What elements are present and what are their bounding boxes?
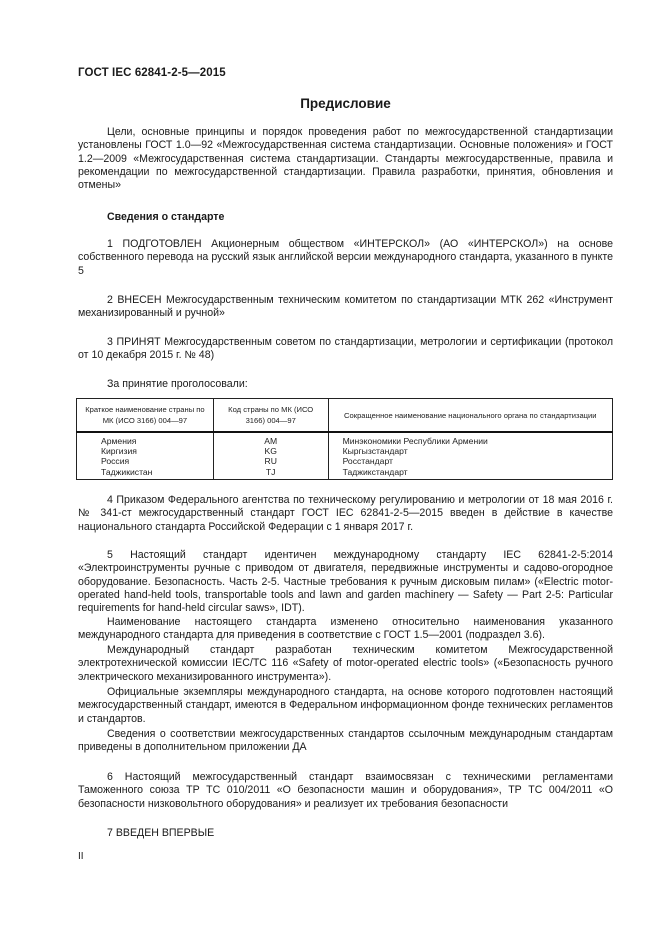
item-5-official-copies-text: Официальные экземпляры международного стандарта, на основе которого подготовлен настоящий межгосударственный стандарт, имеются в Федеральном информационном фонде технических регламентов и стандартов.: [78, 686, 613, 725]
standards-body: Таджикстандарт: [328, 467, 612, 480]
page-number: II: [78, 851, 84, 862]
item-7-text: 7 ВВЕДЕН ВПЕРВЫЕ: [107, 827, 215, 839]
country-name: Армения: [77, 432, 214, 446]
item-5-paragraph: [78, 549, 613, 615]
item-5-name-change: [78, 616, 613, 643]
country-code: AM: [213, 432, 328, 446]
item-5-name-change-text: Наименование настоящего стандарта изменено относительно наименования указанного международного стандарта для приведения в соответствие с ГОСТ 1.5—2001 (подраздел 3.6).: [78, 616, 613, 642]
standards-body: Кыргызстандарт: [328, 446, 612, 456]
item-2-text: 2 ВНЕСЕН Межгосударственным техническим комитетом по стандартизации МТК 262 «Инструмент механизированный и ручной»: [78, 294, 613, 320]
table-row: [77, 446, 613, 456]
header-standards-body: Сокращенное наименование национального органа по стандартизации: [328, 399, 612, 433]
intro-text: Цели, основные принципы и порядок проведения работ по межгосударственной стандартизации установлены ГОСТ 1.0—92 «Межгосударственная система стандартизации. Основные положения» и ГОСТ 1.2—2009 «Межгосударственная система стандартизации. Стандарты межгосударственные, правила и рекомендации по межгосударственной стандартизации. Правила разработки, принятия, обновления и отмены»: [78, 126, 613, 192]
country-code: RU: [213, 456, 328, 466]
item-4-text: 4 Приказом Федерального агентства по техническому регулированию и метрологии от 18 мая 2016 г. № 341-ст межгосударственный стандарт ГОСТ IEC 62841-2-5—2015 введен в действие в качестве национального стандарта Российской Федерации с 1 января 2017 г.: [78, 494, 613, 533]
item-1-text: 1 ПОДГОТОВЛЕН Акционерным обществом «ИНТЕРСКОЛ» (АО «ИНТЕРСКОЛ») на основе собственного перевода на русский язык английской версии международного стандарта, указанного в пункте 5: [78, 238, 613, 277]
table-header-row: [77, 399, 613, 433]
voted-label: За принятие проголосовали:: [107, 378, 248, 390]
standards-body: Минэкономики Республики Армении: [328, 432, 612, 446]
item-5-conformity: [78, 728, 613, 755]
header-country-name: Краткое наименование страны по МК (ИСО 3166) 004—97: [77, 399, 214, 433]
item-2-paragraph: [78, 294, 613, 321]
country-code: TJ: [213, 467, 328, 480]
table-row: [77, 456, 613, 466]
item-7-paragraph: [78, 827, 613, 840]
section-heading: Сведения о стандарте: [107, 211, 225, 223]
item-6-paragraph: [78, 771, 613, 811]
item-3-paragraph: [78, 336, 613, 363]
table-row: [77, 432, 613, 446]
country-name: Таджикистан: [77, 467, 214, 480]
voting-table: [76, 398, 613, 480]
item-3-text: 3 ПРИНЯТ Межгосударственным советом по стандартизации, метрологии и сертификации (протокол от 10 декабря 2015 г. № 48): [78, 336, 613, 362]
country-code: KG: [213, 446, 328, 456]
item-5-conformity-text: Сведения о соответствии межгосударственных стандартов ссылочным международным стандартам приведены в дополнительном приложении ДА: [78, 728, 613, 754]
item-1-paragraph: [78, 238, 613, 278]
country-name: Россия: [77, 456, 214, 466]
page-title: Предисловие: [300, 96, 391, 111]
header-country-code: Код страны по МК (ИСО 3166) 004—97: [213, 399, 328, 433]
standards-body: Росстандарт: [328, 456, 612, 466]
item-5-developer-text: Международный стандарт разработан техническим комитетом Межгосударственной электротехнической комиссии IEC/TC 116 «Safety of motor-operated electric tools» («Безопасность ручного электрического механизированного инструмента»).: [78, 644, 613, 683]
country-name: Киргизия: [77, 446, 214, 456]
item-5-developer: [78, 644, 613, 684]
item-5-official-copies: [78, 686, 613, 726]
table-row: [77, 467, 613, 480]
item-5-text: 5 Настоящий стандарт идентичен международному стандарту IEC 62841-2-5:2014 «Электроинструменты ручные с приводом от двигателя, передвижные инструменты и садово-огородное оборудование. Безопасность. Часть 2-5. Частные требования к ручным дисковым пилам» («Electric motor-operated hand-held tools, transportable tools and lawn and garden machinery — Safety — Part 2-5: Particular requirements for hand-held circular saws», IDT).: [78, 549, 613, 615]
intro-paragraph: [78, 126, 613, 192]
item-6-text: 6 Настоящий межгосударственный стандарт взаимосвязан с техническими регламентами Таможенного союза ТР ТС 010/2011 «О безопасности машин и оборудования», ТР ТС 004/2011 «О безопасности низковольтного оборудования» и реализует их требования безопасности: [78, 771, 613, 810]
document-code-header: ГОСТ IEC 62841-2-5—2015: [78, 67, 226, 79]
item-4-paragraph: [78, 494, 613, 534]
